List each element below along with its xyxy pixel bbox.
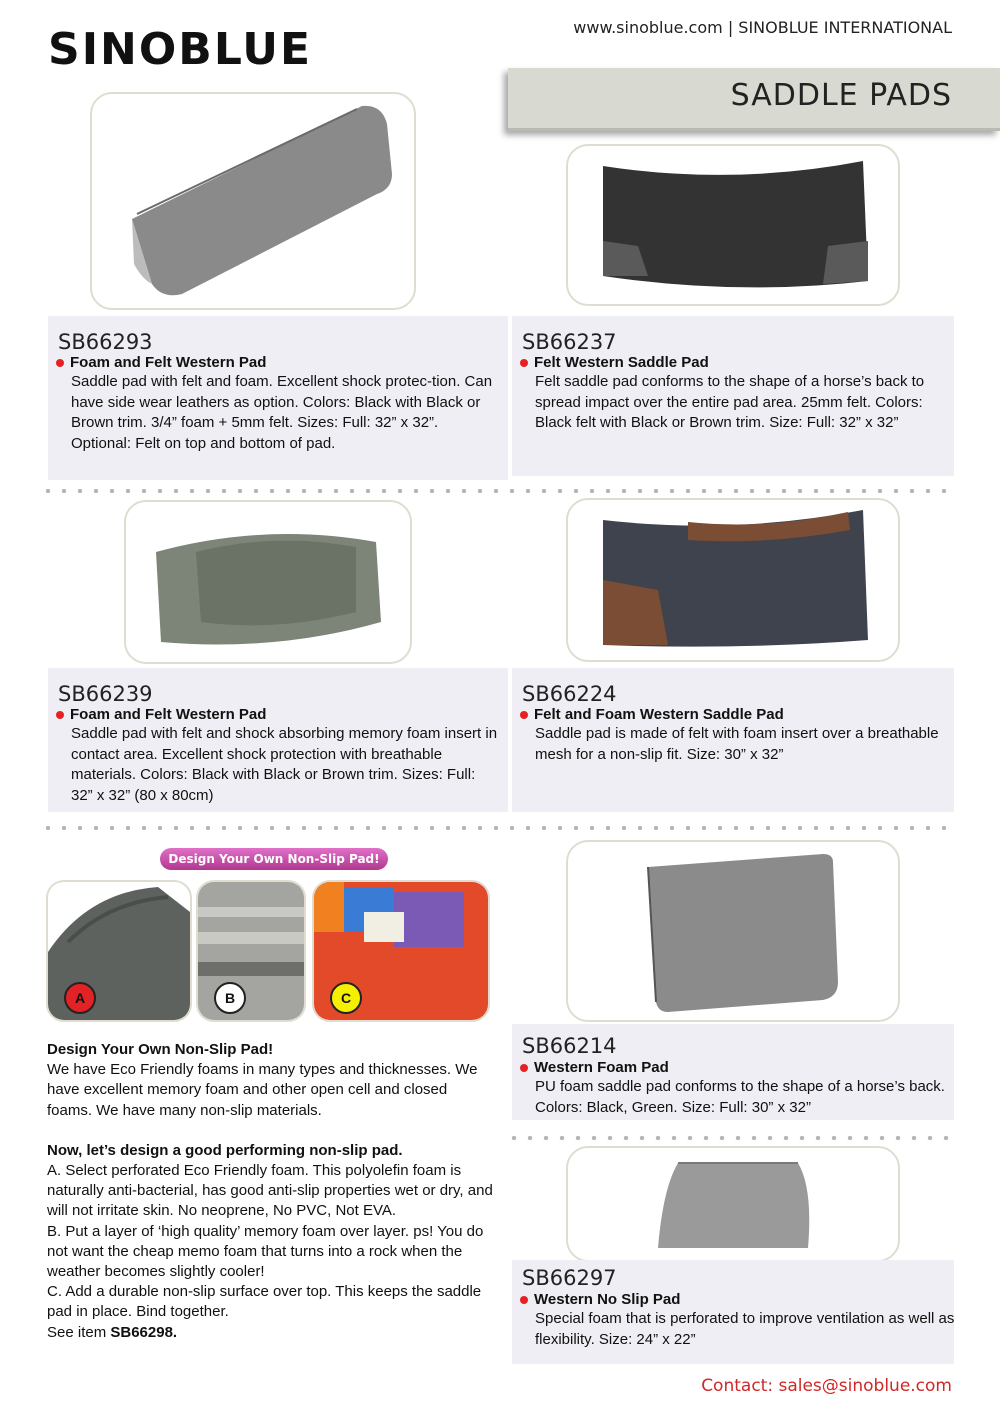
brand-logo: SINOBLUE <box>48 24 313 75</box>
product-image-sb66239 <box>124 500 412 664</box>
saddle-pad-illustration <box>568 500 898 660</box>
product-code: SB66224 <box>522 682 617 706</box>
saddle-pad-illustration <box>92 94 414 308</box>
product-image-sb66237 <box>566 144 900 306</box>
design-ribbon: Design Your Own Non-Slip Pad! <box>160 848 388 870</box>
product-description: Felt saddle pad conforms to the shape of a horse’s back to spread impact over the entire pad area. 25mm felt. Colors: Black felt with Black or Brown trim. Size: Full: 32” x 32” <box>535 373 925 431</box>
saddle-pad-illustration <box>568 146 898 304</box>
product-title-text: Western Foam Pad <box>534 1059 669 1076</box>
product-title <box>56 706 510 724</box>
product-description: PU foam saddle pad conforms to the shape of a horse’s back. Colors: Black, Green. Size: Full: 30” x 32” <box>535 1078 945 1116</box>
website-line: www.sinoblue.com | SINOBLUE INTERNATIONAL <box>573 18 952 37</box>
product-title <box>520 706 964 724</box>
bullet-dot <box>520 1064 528 1072</box>
product-title-text: Foam and Felt Western Pad <box>70 354 267 371</box>
product-title-text: Felt and Foam Western Saddle Pad <box>534 706 784 723</box>
dotted-separator <box>40 826 956 830</box>
see-item-code: SB66298. <box>110 1323 178 1341</box>
bullet-dot <box>520 1296 528 1304</box>
product-card-sb66214 <box>512 1024 954 1120</box>
badge-b: B <box>214 982 246 1014</box>
design-subheading: Now, let’s design a good performing non-slip pad. <box>47 1141 403 1159</box>
product-card-sb66239 <box>48 668 508 812</box>
product-title-text: Felt Western Saddle Pad <box>534 354 709 371</box>
product-title <box>520 1059 964 1077</box>
see-prefix: See item <box>47 1323 111 1341</box>
saddle-pad-illustration <box>568 842 898 1020</box>
product-title <box>520 354 964 372</box>
dotted-separator <box>506 1136 956 1140</box>
foam-layer-image-c <box>312 880 490 1022</box>
product-card-sb66224 <box>512 668 954 812</box>
saddle-pad-illustration <box>568 1148 898 1260</box>
product-code: SB66239 <box>58 682 153 706</box>
badge-c: C <box>330 982 362 1014</box>
product-description: Saddle pad with felt and foam. Excellent shock protec-tion. Can have side wear leathers as option. Colors: Black with Black or Brown trim. 3/4” foam + 5mm felt. Sizes: Full: 32” x 32”. Optional: Felt on top and bottom of pad. <box>71 373 493 452</box>
design-step-a: A. Select perforated Eco Friendly foam. This polyolefin foam is naturally anti-bacterial, has good anti-slip properties wet or dry, and will not irritate skin. No neoprene, No PVC, Not EVA. <box>47 1162 493 1220</box>
product-code: SB66214 <box>522 1034 617 1058</box>
foam-layer-image-b <box>196 880 306 1022</box>
product-title-text: Western No Slip Pad <box>534 1291 681 1308</box>
design-heading: Design Your Own Non-Slip Pad! <box>47 1041 274 1058</box>
design-see-item <box>47 1323 495 1343</box>
bullet-dot <box>520 359 528 367</box>
product-description: Saddle pad is made of felt with foam insert over a breathable mesh for a non-slip fit. Size: 30” x 32” <box>535 725 939 763</box>
bullet-dot <box>56 359 64 367</box>
product-code: SB66237 <box>522 330 617 354</box>
product-code: SB66293 <box>58 330 153 354</box>
bullet-dot <box>56 711 64 719</box>
design-step-c: C. Add a durable non-slip surface over top. This keeps the saddle pad in place. Bind together. <box>47 1283 482 1321</box>
design-section-text <box>47 1040 495 1343</box>
saddle-pad-illustration <box>126 502 410 662</box>
product-image-sb66297 <box>566 1146 900 1262</box>
dotted-separator <box>40 489 956 493</box>
product-title-text: Foam and Felt Western Pad <box>70 706 267 723</box>
design-step-b: B. Put a layer of ‘high quality’ memory foam over layer. ps! You do not want the cheap memo foam that turns into a rock when the weather becomes slightly cooler! <box>47 1222 484 1281</box>
product-description: Saddle pad with felt and shock absorbing memory foam insert in contact area. Excellent shock protection with breathable materials. Colors: Black with Black or Brown trim. Sizes: Full: 32” x 32” (80 x 80cm) <box>71 725 498 804</box>
product-card-sb66237 <box>512 316 954 476</box>
product-title <box>56 354 510 372</box>
product-image-sb66293 <box>90 92 416 310</box>
product-code: SB66297 <box>522 1266 617 1290</box>
section-banner <box>508 68 1000 131</box>
contact-email[interactable]: Contact: sales@sinoblue.com <box>701 1376 952 1396</box>
product-card-sb66293 <box>48 316 508 480</box>
section-title: SADDLE PADS <box>730 78 952 113</box>
product-image-sb66214 <box>566 840 900 1022</box>
design-intro: We have Eco Friendly foams in many types and thicknesses. We have excellent memory foam and other open cell and closed foams. We have many non-slip materials. <box>47 1061 478 1119</box>
product-card-sb66297 <box>512 1260 954 1364</box>
product-description: Special foam that is perforated to improve ventilation as well as flexibility. Size: 24” x 22” <box>535 1310 955 1348</box>
product-title <box>520 1291 964 1309</box>
foam-layer-image-a <box>46 880 192 1022</box>
product-image-sb66224 <box>566 498 900 662</box>
badge-a: A <box>64 982 96 1014</box>
bullet-dot <box>520 711 528 719</box>
